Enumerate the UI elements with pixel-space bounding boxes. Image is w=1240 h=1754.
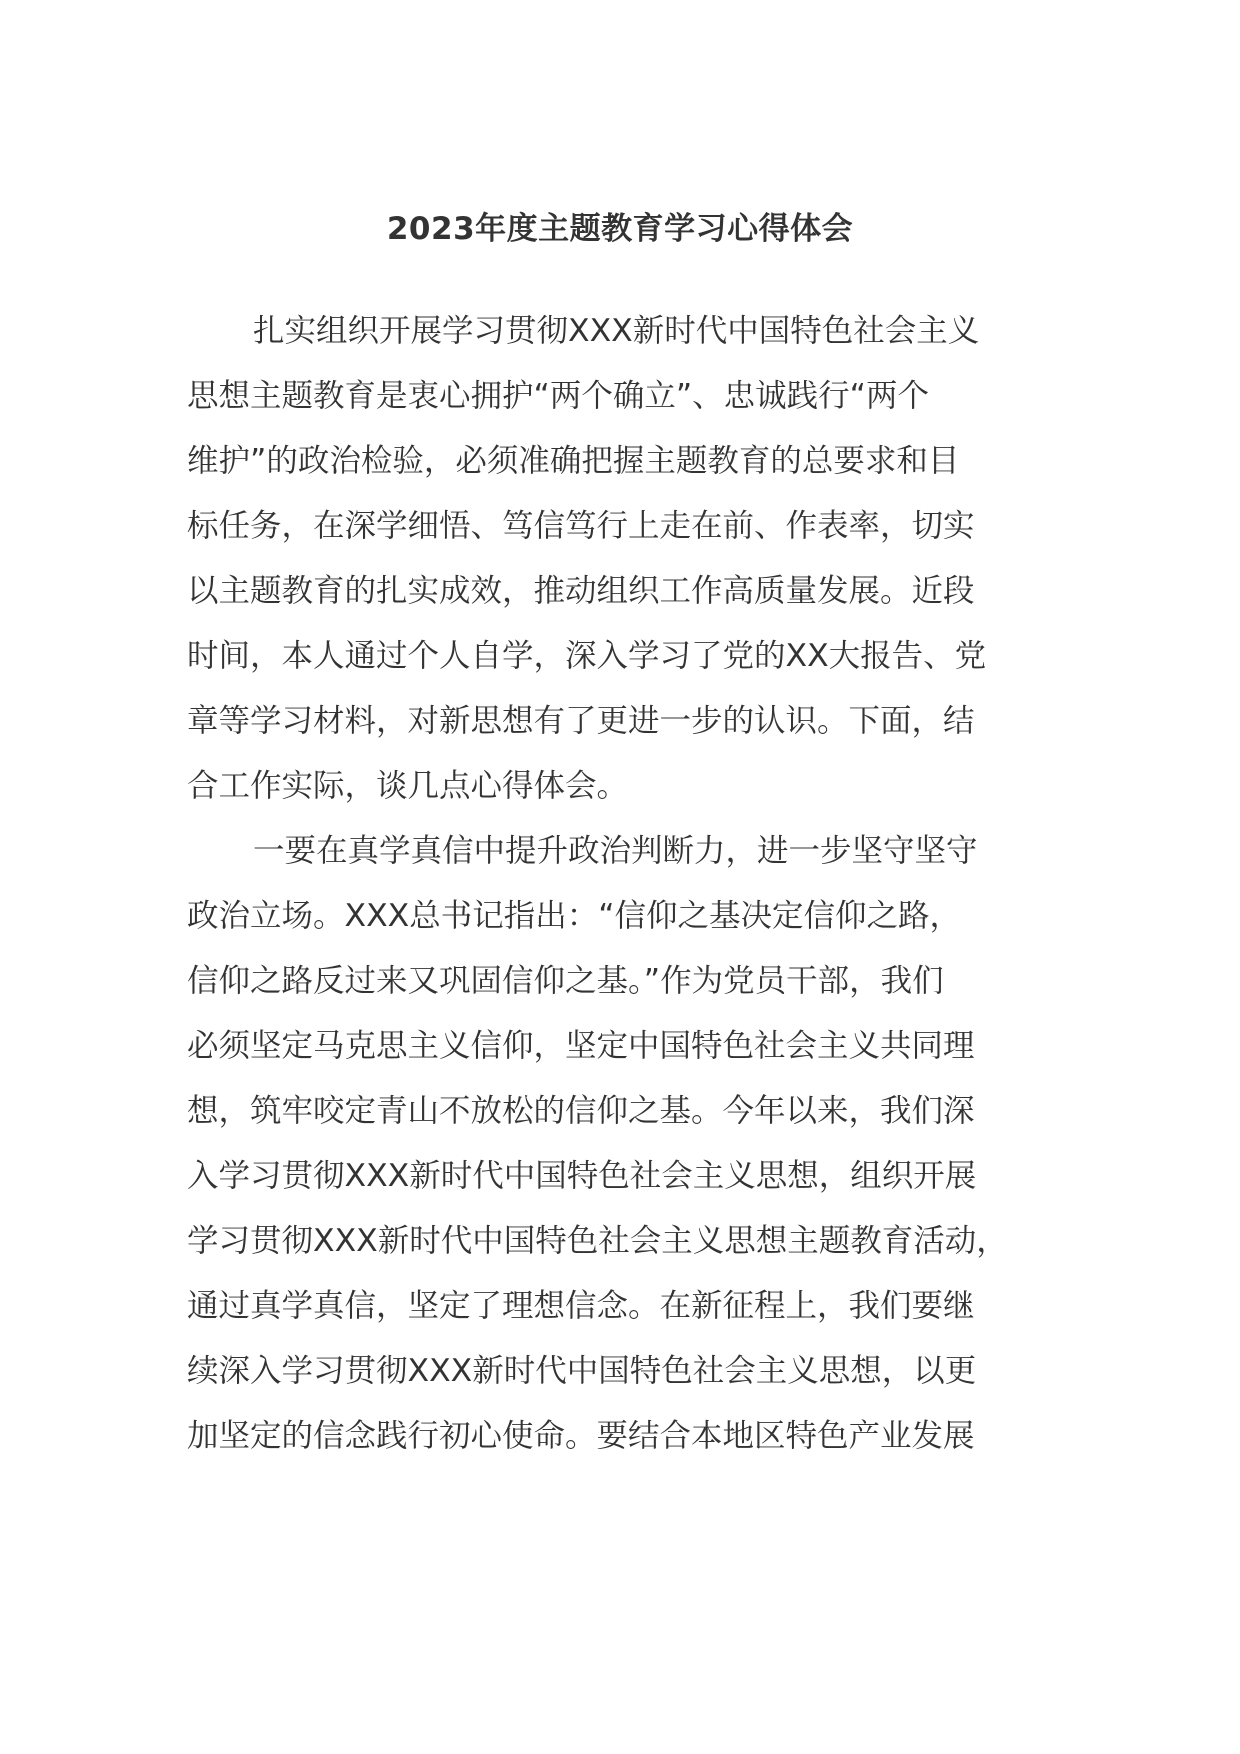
paragraph-line: 一要在真学真信中提升政治判断力，进一步坚守坚守 [253,833,978,869]
paragraph-line: 标任务，在深学细悟、笃信笃行上走在前、作表率，切实 [187,508,975,544]
paragraph-line: 合工作实际，谈几点心得体会。 [187,768,629,804]
paragraph-line: 维护”的政治检验，必须准确把握主题教育的总要求和目 [187,443,960,479]
paragraph-line: 加坚定的信念践行初心使命。要结合本地区特色产业发展 [187,1418,975,1454]
document-body [187,299,1067,1469]
paragraph-line: 时间，本人通过个人自学，深入学习了党的XX大报告、党 [187,638,987,674]
paragraph-line: 必须坚定马克思主义信仰，坚定中国特色社会主义共同理 [187,1028,975,1064]
paragraph-2 [187,819,1067,1469]
paragraph-line: 想，筑牢咬定青山不放松的信仰之基。今年以来，我们深 [187,1093,975,1129]
paragraph-line: 信仰之路反过来又巩固信仰之基。”作为党员干部，我们 [187,963,944,999]
paragraph-line: 扎实组织开展学习贯彻XXX新时代中国特色社会主义 [253,313,980,349]
paragraph-line: 政治立场。XXX总书记指出：“信仰之基决定信仰之路， [187,898,962,934]
paragraph-line: 思想主题教育是衷心拥护“两个确立”、忠诚践行“两个 [187,378,929,414]
document-title: 2023年度主题教育学习心得体会 [386,211,854,247]
paragraph-line: 学习贯彻XXX新时代中国特色社会主义思想主题教育活动， [187,1223,1008,1259]
paragraph-line: 章等学习材料，对新思想有了更进一步的认识。下面，结 [187,703,975,739]
paragraph-line: 以主题教育的扎实成效，推动组织工作高质量发展。近段 [187,573,975,609]
paragraph-1 [187,299,1067,819]
paragraph-line: 通过真学真信，坚定了理想信念。在新征程上，我们要继 [187,1288,975,1324]
paragraph-line: 续深入学习贯彻XXX新时代中国特色社会主义思想，以更 [187,1353,977,1389]
paragraph-line: 入学习贯彻XXX新时代中国特色社会主义思想，组织开展 [187,1158,977,1194]
